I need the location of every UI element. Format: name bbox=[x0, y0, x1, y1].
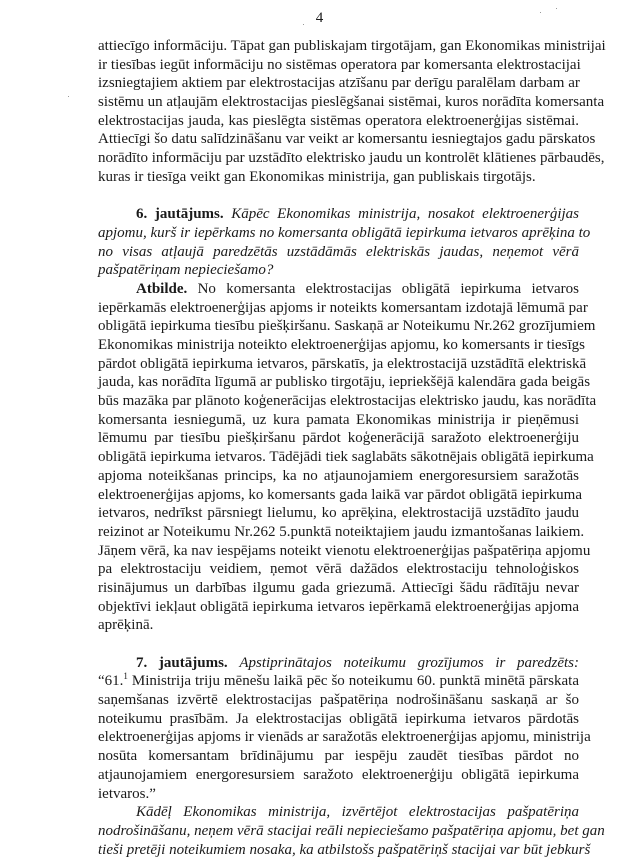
quote-first-line bbox=[98, 672, 579, 691]
text-line: Jāņem vērā, ka nav iespējams noteikt vienotu elektroenerģijas pašpatēriņa apjomu bbox=[98, 542, 591, 559]
question-first-line bbox=[98, 654, 579, 673]
text-line: elektroenerģijas apjoms, ko komersants gada laikā var pārdot obligātā iepirkuma bbox=[98, 486, 583, 503]
text-line: būs mazāka par plānoto koģenerācijas elektrostacijas elektrisko jaudu, kas norādīta bbox=[98, 393, 597, 410]
text-line: jauda, kas norādīta līgumā ar publisko tirgotāju, iepriekšējā kalendāra gada beigās bbox=[98, 374, 591, 391]
answer-label: Atbilde. bbox=[136, 280, 188, 297]
text-line: obligātā iepirkuma tiesību piešķiršanu. Saskaņā ar Noteikumu Nr.262 grozījumiem bbox=[98, 318, 596, 335]
text-line: kuras ir tiesīga veikt gan Ekonomikas ministrija, gan publiskais tirgotājs. bbox=[98, 168, 536, 185]
page-number: 4 bbox=[315, 10, 324, 26]
answer-first-line bbox=[98, 280, 579, 299]
text-line: elektrostacijas jauda, kas pieslēgta sistēmas operatora elektroenerģijas sistēmai. bbox=[98, 112, 579, 129]
text-line: reizinot ar Noteikumu Nr.262 5.punktā noteiktajiem jaudu izmantošanas laikiem. bbox=[98, 523, 585, 540]
question-label: 6. jautājums. bbox=[136, 206, 224, 223]
text-line: Attiecīgi šo datu salīdzināšanu var veikt ar komersantu iesniegtajos gadu pārskatos bbox=[98, 131, 596, 148]
text-line: elektroenerģijas apjoms ir vienāds ar saražotās elektroenerģijas apjomu, ministrija bbox=[98, 729, 591, 746]
text-line: nosūta komersantam brīdinājumu par iespēju zaudēt tiesības pārdot no bbox=[98, 748, 579, 765]
text-line: saņemšanas izvērtē elektrostacijas pašpatēriņa nodrošināšanu saskaņā ar šo bbox=[98, 692, 579, 709]
answer-text: No komersanta elektrostacijas obligātā iepirkuma ietvaros bbox=[197, 280, 579, 297]
text-line: ietvaros, nedrīkst pārsniegt lielumu, ko aprēķina, elektrostacijā uzstādīto jaudu bbox=[98, 505, 579, 522]
text-line: iepērkamās elektroenerģijas apjoms ir noteikts komersantam izdotajā lēmumā par bbox=[98, 299, 588, 316]
question-line: no visas atļaujā paredzētās uzstādāmās elektriskās jaudas, neņemot vērā bbox=[98, 243, 579, 260]
question-label: 7. jautājums. bbox=[136, 654, 228, 671]
paragraph-gap bbox=[98, 635, 579, 654]
superscript: 1 bbox=[123, 671, 128, 682]
text-line: komersanta iesniegumā, uz kura pamata Ekonomikas ministrija ir pieņēmusi bbox=[98, 411, 579, 428]
text-line: noteikumu prasībām. Ja elektrostacijas obligātā iepirkuma ietvaros pārdotās bbox=[98, 710, 579, 727]
text-line: ir tiesības iegūt informāciju no sistēmas operatora par komersanta elektrostacijai bbox=[98, 56, 581, 73]
text-line: obligātā iepirkuma ietvaros. Tādējādi tiek saglabāts sākotnējais obligātā iepirkuma bbox=[98, 449, 594, 466]
question-line: pašpatēriņam nepieciešamo? bbox=[98, 262, 274, 279]
quote-text: Ministrija triju mēnešu laikā pēc šo noteikumu 60. punktā minētā pārskata bbox=[127, 673, 579, 690]
answer-6 bbox=[98, 280, 597, 635]
text-line: pārdot obligātā iepirkuma ietvaros, pārskatīs, ja elektrostacijā uzstādītā elektriskā bbox=[98, 355, 587, 372]
text-line: attiecīgo informāciju. Tāpat gan publiskajam tirgotājam, gan Ekonomikas ministrijai bbox=[98, 38, 606, 54]
question-text: Apstiprinātajos noteikumu grozījumos ir paredzēts: bbox=[239, 654, 579, 671]
text-line: ietvaros.” bbox=[98, 785, 156, 802]
question-line: tieši pretēji noteikumiem nosaka, ka atbilstošs pašpatēriņš stacijai var būt jebkurš bbox=[98, 841, 591, 858]
text-line: sistēmu un atļaujām elektrostacijas pieslēgšanai sistēmai, kuros norādīta komersanta bbox=[98, 94, 605, 111]
text-line: lēmumu par tiesību piešķiršanu pārdot koģenerācijā saražoto elektroenerģiju bbox=[98, 430, 579, 447]
scan-speck bbox=[68, 96, 69, 97]
question-line: Kādēļ Ekonomikas ministrija, izvērtējot elektrostacijas pašpatēriņa bbox=[136, 804, 579, 821]
text-line: atjaunojamiem energoresursiem saražoto elektroenerģiju obligātā iepirkuma bbox=[98, 766, 579, 783]
text-line: Ekonomikas ministrija noteikto elektroenerģijas apjomu, ko komersants ir tiesīgs bbox=[98, 337, 585, 353]
question-6 bbox=[98, 205, 591, 280]
paragraph-gap bbox=[98, 187, 579, 206]
paragraph-continuation bbox=[98, 37, 606, 187]
scan-speck bbox=[556, 8, 557, 9]
scan-speck bbox=[303, 24, 304, 25]
question-7 bbox=[98, 654, 605, 859]
question-line: nodrošināšanu, neņem vērā stacijai reāli nepieciešamo pašpatēriņa apjomu, bet gan bbox=[98, 822, 605, 839]
text-line: norādīto informāciju par uzstādīto elektrisko jaudu un kontrolēt klātienes pārbaudēs, bbox=[98, 150, 605, 167]
text-line: izsniegtajiem aktiem par elektrostacijas atzīšanu par derīgu paralēlam darbam ar bbox=[98, 75, 580, 92]
text-line: pa elektrostaciju veidiem, ņemot vērā dažādos elektrostaciju tehnoloģiskos bbox=[98, 561, 579, 578]
text-line: risinājumus un darbības ilgumu gada griezumā. Attiecīgi šādu rādītāju nevar bbox=[98, 579, 579, 596]
question-first-line bbox=[98, 205, 579, 224]
text-line: objektīvi iekļaut obligātā iepirkuma ietvaros iepērkamā elektroenerģijas apjoma bbox=[98, 598, 579, 615]
document-body bbox=[98, 37, 606, 859]
question-line: apjomu, kurš ir iepērkams no komersanta obligātā iepirkuma ietvaros aprēķina to bbox=[98, 224, 591, 241]
text-line: aprēķinā. bbox=[98, 617, 154, 634]
quote-open: “61. bbox=[98, 673, 124, 690]
question-text: Kāpēc Ekonomikas ministrija, nosakot elektroenerģijas bbox=[231, 206, 580, 223]
text-line: apjoma noteikšanas princips, ka no atjaunojamiem energoresursiem saražotās bbox=[98, 467, 579, 484]
scan-speck bbox=[540, 12, 541, 13]
